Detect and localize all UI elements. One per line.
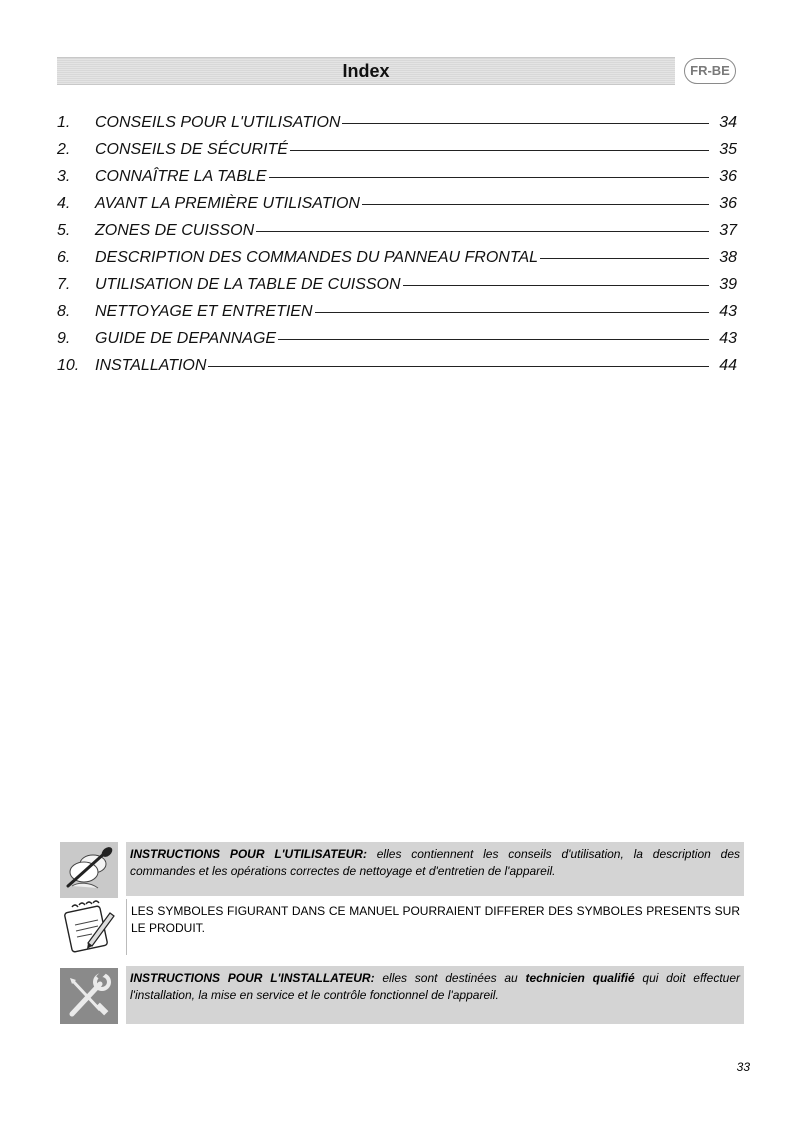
toc-label: INSTALLATION	[95, 357, 207, 374]
toc-number: 7.	[57, 276, 71, 293]
toc-entry[interactable]	[57, 195, 737, 222]
toc-entry[interactable]	[57, 141, 737, 168]
toc-number: 5.	[57, 222, 71, 239]
toc-number: 6.	[57, 249, 71, 266]
toc-page: 44	[719, 357, 737, 374]
toc-number: 10.	[57, 357, 80, 374]
toc-label: CONNAÎTRE LA TABLE	[95, 168, 267, 185]
toc-entry[interactable]	[57, 114, 737, 141]
toc-page: 38	[719, 249, 737, 266]
toc-label: GUIDE DE DEPANNAGE	[95, 330, 277, 347]
page-title: Index	[342, 61, 390, 81]
toc-label: AVANT LA PREMIÈRE UTILISATION	[95, 195, 360, 212]
toc-entry[interactable]	[57, 303, 737, 330]
page-number: 33	[736, 1060, 750, 1074]
toc-label: UTILISATION DE LA TABLE DE CUISSON	[95, 276, 401, 293]
toc-leader-line	[540, 258, 709, 259]
user-instructions-note	[126, 842, 744, 896]
toc-page: 43	[719, 303, 737, 320]
toc-page: 36	[719, 195, 737, 212]
toc-leader-line	[208, 366, 709, 367]
toc-number: 2.	[57, 141, 71, 158]
toc-page: 39	[719, 276, 737, 293]
toc-page: 37	[719, 222, 737, 239]
toc-leader-line	[290, 150, 709, 151]
toc-leader-line	[269, 177, 709, 178]
toc-leader-line	[403, 285, 709, 286]
toc-page: 43	[719, 330, 737, 347]
installer-text-part-2: qui doit effectuer l'installation, la mise en service et le contrôle fonctionnel de l'appareil.	[130, 971, 740, 1002]
toc-leader-line	[278, 339, 709, 340]
language-badge: FR-BE	[684, 58, 736, 84]
toc-entry[interactable]	[57, 330, 737, 357]
toc-number: 4.	[57, 195, 71, 212]
toc-label: DESCRIPTION DES COMMANDES DU PANNEAU FRONTAL	[95, 249, 539, 266]
wrench-screwdriver-icon	[60, 968, 118, 1024]
toc-entry[interactable]	[57, 276, 737, 303]
toc-entry[interactable]	[57, 222, 737, 249]
toc-number: 3.	[57, 168, 71, 185]
toc-page: 36	[719, 168, 737, 185]
installer-instructions-note	[126, 966, 744, 1024]
toc-number: 9.	[57, 330, 71, 347]
toc-leader-line	[256, 231, 709, 232]
toc-leader-line	[342, 123, 709, 124]
chef-spoon-icon	[60, 842, 118, 898]
toc-label: NETTOYAGE ET ENTRETIEN	[95, 303, 313, 320]
toc-label: ZONES DE CUISSON	[95, 222, 255, 239]
toc-number: 1.	[57, 114, 71, 131]
installer-text-part-1: elles sont destinées au	[374, 971, 526, 985]
notepad-pencil-icon	[60, 899, 118, 955]
symbols-disclaimer-text: LES SYMBOLES FIGURANT DANS CE MANUEL POURRAIENT DIFFERER DES SYMBOLES PRESENTS SUR LE PRODUIT.	[131, 904, 740, 935]
toc-leader-line	[362, 204, 709, 205]
toc-label: CONSEILS POUR L'UTILISATION	[95, 114, 341, 131]
toc-entry[interactable]	[57, 357, 737, 384]
toc-number: 8.	[57, 303, 71, 320]
user-instructions-heading: INSTRUCTIONS POUR L'UTILISATEUR:	[130, 847, 367, 861]
table-of-contents	[57, 114, 737, 384]
toc-leader-line	[315, 312, 709, 313]
toc-page: 35	[719, 141, 737, 158]
toc-entry[interactable]	[57, 249, 737, 276]
user-instructions-text: elles contiennent les conseils d'utilisation, la description des commandes et les opérations correctes de nettoyage et d'entretien de l'appareil.	[130, 847, 740, 878]
toc-label: CONSEILS DE SÉCURITÉ	[95, 141, 288, 158]
toc-page: 34	[719, 114, 737, 131]
header-bar	[57, 57, 675, 85]
symbols-disclaimer-note	[126, 899, 744, 955]
qualified-technician-emphasis: technicien qualifié	[525, 971, 635, 985]
installer-instructions-heading: INSTRUCTIONS POUR L'INSTALLATEUR:	[130, 971, 375, 985]
toc-entry[interactable]	[57, 168, 737, 195]
